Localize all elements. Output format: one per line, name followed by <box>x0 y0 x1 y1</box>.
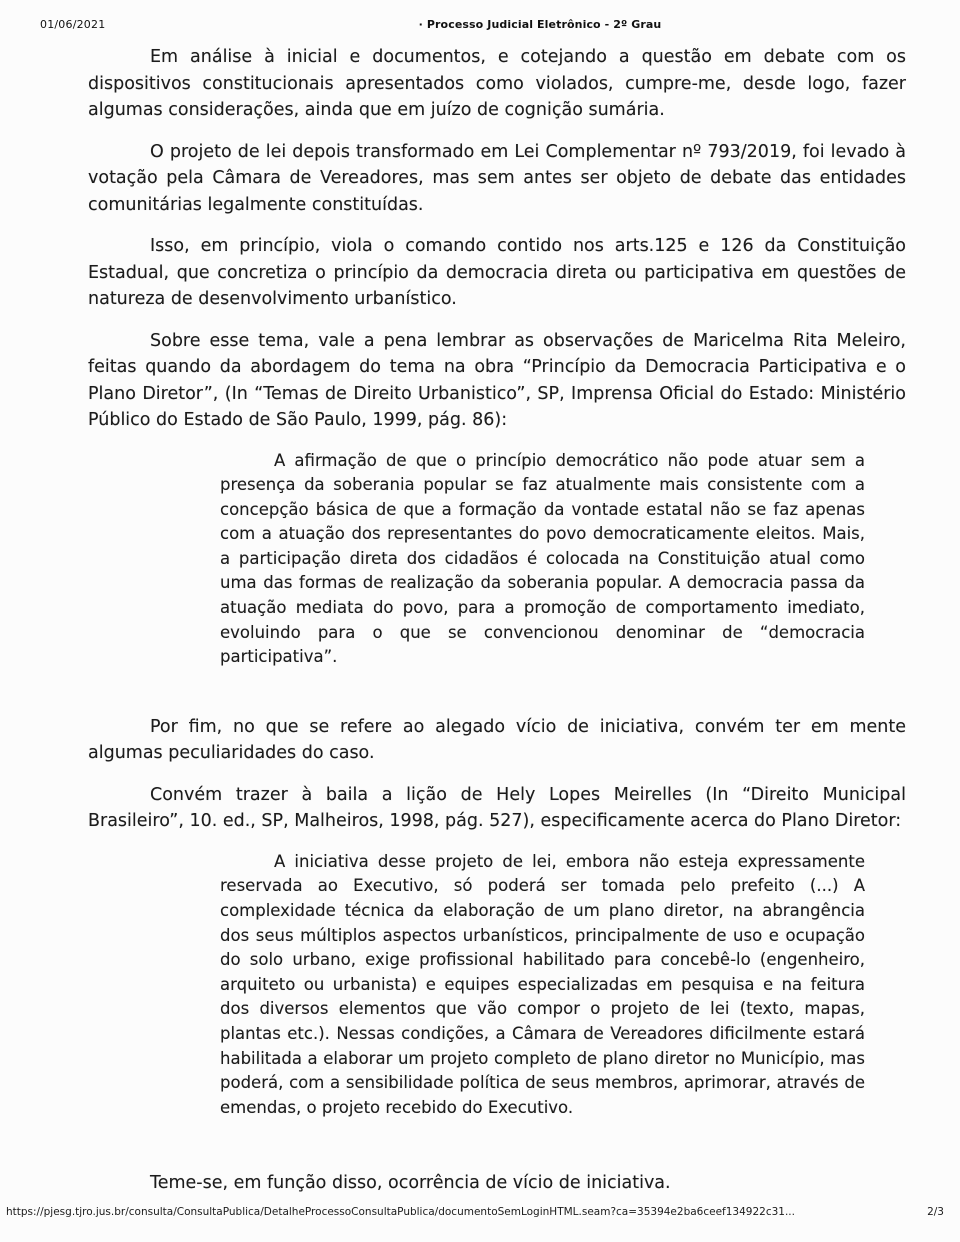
paragraph-citation-meirelles: Convém trazer à baila a lição de Hely Lopes Meirelles (In “Direito Municipal Brasileiro”, 10. ed., SP, Malheiros, 1998, pág. 527), especificamente acerca do Plano Diretor: <box>88 784 906 832</box>
paragraph-lei-complementar: O projeto de lei depois transformado em Lei Complementar nº 793/2019, foi levado à votação pela Câmara de Vereadores, mas sem antes ser objeto de debate das entidades comunitárias legalmente constituídas. <box>88 141 906 215</box>
footer-page-number: 2/3 <box>927 1206 944 1218</box>
block-quote-plano-diretor: A iniciativa desse projeto de lei, embora não esteja expressamente reservada ao Executivo, só poderá ser tomada pelo prefeito (...) A complexidade técnica da elaboração de um plano diretor, na abrangência dos seus múltiplos aspectos urbanísticos, principalmente de uso e ocupação do solo urbano, exige profissional habilitado para concebê-lo (engenheiro, arquiteto ou urbanista) e equipes especializadas em pesquisa e na feitura dos diversos elementos que vão compor o projeto de lei (texto, mapas, plantas etc.). Nessas condições, a Câmara de Vereadores dificilmente estará habilitada a elaborar um projeto completo de plano diretor no Município, mas poderá, com a sensibilidade política de seus membros, aprimorar, através de emendas, o projeto recebido do Executivo. <box>220 851 865 1117</box>
footer-url: https://pjesg.tjro.jus.br/consulta/ConsultaPublica/DetalheProcessoConsultaPublica/documentoSemLoginHTML.seam?ca=35394e2ba6ceef134922c31... <box>6 1206 795 1218</box>
paragraph-por-fim: Por fim, no que se refere ao alegado vício de iniciativa, convém ter em mente algumas peculiaridades do caso. <box>88 716 906 764</box>
print-header <box>0 18 960 34</box>
paragraph-conclusion: Teme-se, em função disso, ocorrência de vício de iniciativa. <box>150 1173 671 1194</box>
paragraph-analysis-intro: Em análise à inicial e documentos, e cotejando a questão em debate com os dispositivos constitucionais apresentados como violados, cumpre-me, desde logo, fazer algumas considerações, ainda que em juízo de cognição sumária. <box>88 47 906 120</box>
print-footer <box>6 1206 944 1218</box>
header-title: · Processo Judicial Eletrônico - 2º Grau <box>418 18 662 31</box>
paragraph-constituicao-estadual: Isso, em princípio, viola o comando contido nos arts.125 e 126 da Constituição Estadual, que concretiza o princípio da democracia direta ou participativa em questões de natureza de desenvolvimento urbanístico. <box>88 236 906 309</box>
header-date: 01/06/2021 <box>40 18 106 31</box>
paragraph-citation-meleiro: Sobre esse tema, vale a pena lembrar as observações de Maricelma Rita Meleiro, feitas quando da abordagem do tema na obra “Princípio da Democracia Participativa e o Plano Diretor”, (In “Temas de Direito Urbanistico”, SP, Imprensa Oficial do Estado: Ministério Público do Estado de São Paulo, 1999, pág. 86): <box>88 330 906 430</box>
block-quote-democracia-participativa: A afirmação de que o princípio democrático não pode atuar sem a presença da soberania popular se faz atualmente mais consistente com a concepção básica de que a formação da vontade estatal não se faz apenas com a atuação dos representantes do povo democraticamente eleitos. Mais, a participação direta dos cidadãos é colocada na Constituição atual como uma das formas de realização da soberania popular. A democracia passa da atuação mediata do povo, para a promoção de comportamento imediato, evoluindo para o que se convencionou denominar de “democracia participativa”. <box>220 450 865 667</box>
document-body <box>88 44 906 1212</box>
